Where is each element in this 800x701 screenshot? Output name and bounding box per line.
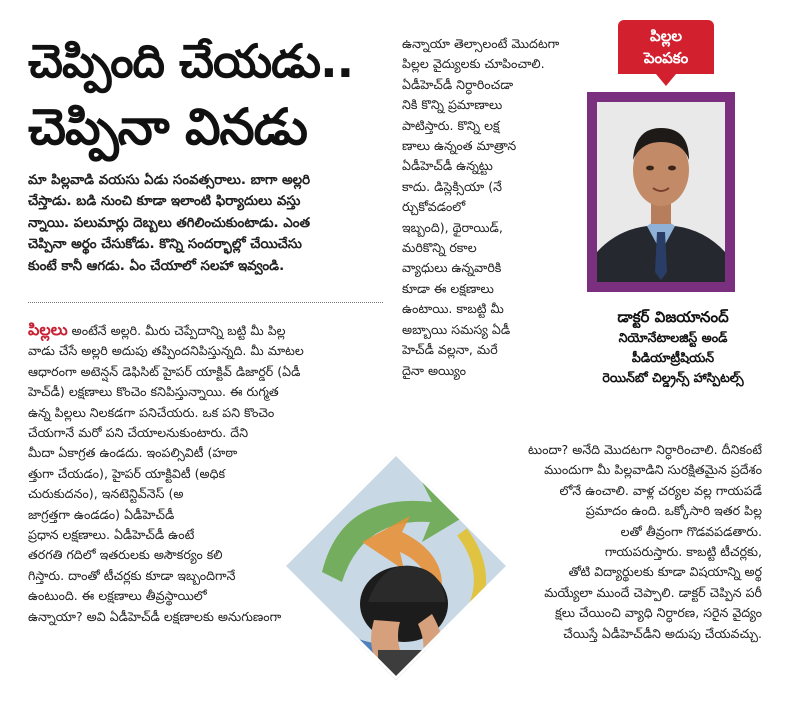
answer-line: వ్యాధులు ఉన్నవారికి bbox=[402, 260, 502, 276]
answer-line: ఉన్నాయా తెల్సాలంటే మొదటగా bbox=[402, 36, 560, 51]
headline-line-1: చెప్పింది చేయడు.. bbox=[28, 34, 354, 88]
answer-line: మరికొన్ని రకాల bbox=[402, 240, 477, 256]
answer-lead-word: పిల్లలు bbox=[28, 320, 68, 339]
question-line: న్నాయి. పలుమార్లు దెబ్బలు తగిలించుకుంటాడు. ఎంత bbox=[28, 215, 310, 231]
answer-line: తోటి విద్యార్థులకు కూడా విషయాన్ని అర్థ bbox=[568, 564, 762, 580]
answer-line: ప్రధాన లక్షణాలు. ఏడీహెచ్‌డీ ఉంటే bbox=[28, 527, 195, 543]
section-badge bbox=[618, 20, 714, 74]
badge-line-1: పిల్లల bbox=[650, 27, 682, 45]
reader-question bbox=[28, 170, 378, 277]
question-line: చేస్తాడు. బడి నుంచి కూడా ఇలాంటి ఫిర్యాదులు వస్తు bbox=[28, 194, 301, 210]
doctor-designation-1: నియోనేటాలజిస్ట్ అండ్ bbox=[618, 330, 728, 345]
section-divider bbox=[28, 302, 383, 303]
answer-line: గాయపరుస్తారు. కాబట్టి టీచర్లకు, bbox=[604, 544, 762, 560]
doctor-photo bbox=[597, 102, 725, 282]
answer-lead-rest: అంటేనే అల్లరి. మీరు చెప్పేదాన్ని బట్టి మీ పిల్ల bbox=[67, 323, 286, 338]
stressed-child-illustration bbox=[282, 452, 510, 680]
doctor-photo-frame bbox=[587, 92, 735, 292]
answer-line: ణాలు ఉన్నంత మాత్రాన bbox=[402, 138, 517, 154]
answer-line: త్తుగా చేయడం), హైపర్ యాక్టివిటీ (అధిక bbox=[28, 465, 226, 481]
answer-line: ఏడీహెచ్‌డీ ఉన్నట్టు bbox=[402, 158, 493, 174]
answer-line: గిస్తారు. దాంతో టీచర్లకు కూడా ఇబ్బందిగానే bbox=[28, 567, 236, 583]
doctor-hospital: రెయిన్‌బో చిల్డ్రన్స్ హాస్పిటల్స్ bbox=[602, 370, 744, 385]
doctor-credit bbox=[588, 306, 758, 388]
answer-line: హెచ్‌డీ) లక్షణాలు కొంచెం కనిపిస్తున్నాయి. ఈ రుగ్మత bbox=[28, 384, 279, 400]
answer-line: వాడు చేసే అల్లరి అదుపు తప్పిందనిపిస్తున్నది. మీ మాటల bbox=[28, 343, 304, 359]
answer-line: క్షలు చేయించి వ్యాధి నిర్ధారణ, సరైన వైద్యం bbox=[555, 605, 762, 621]
answer-line: ఉన్న పిల్లలు నిలకడగా పనిచేయరు. ఒక పని కొంచెం bbox=[28, 404, 275, 420]
answer-line: ఆధారంగా అటెన్షన్ డెఫిసిట్ హైపర్ యాక్టివ్ డిజార్డర్ (ఏడీ bbox=[28, 363, 301, 379]
question-line: కుంటే కానీ ఆగడు. ఏం చేయాలో సలహా ఇవ్వండి. bbox=[28, 258, 285, 274]
answer-line: అబ్బాయి సమస్య ఏడీ bbox=[402, 321, 511, 337]
answer-lead-line bbox=[28, 320, 388, 341]
doctor-designation-2: పీడియాట్రీషియన్ bbox=[631, 350, 715, 365]
answer-line: జాగ్రత్తగా ఉండడం) ఏడీహెచ్‌డీ bbox=[28, 506, 175, 522]
answer-line: ఇబ్బంది), థైరాయిడ్, bbox=[402, 219, 503, 235]
badge-pointer bbox=[656, 74, 676, 86]
answer-line: చేయగానే మరో పని చేయాలనుకుంటారు. దేని bbox=[28, 425, 249, 441]
answer-line: ఉంటాయి. కాబట్టి మీ bbox=[402, 301, 504, 317]
answer-line: లతో తీవ్రంగా గొడవపడతారు. bbox=[620, 523, 762, 539]
answer-line: పిల్లల వైద్యులకు చూపించాలి. bbox=[402, 56, 545, 72]
answer-line: హెచ్‌డీ వల్లనా, మరే bbox=[402, 342, 498, 358]
answer-line: ముందుగా మీ పిల్లవాడిని సురక్షితమైన ప్రదేశం bbox=[544, 462, 762, 478]
answer-line: ఏడీహెచ్‌డీ నిర్ధారించడా bbox=[402, 76, 514, 92]
doctor-name: డాక్టర్ విజయానంద్ bbox=[617, 308, 729, 326]
answer-line: ప్రమాదం ఉంది. ఒక్కోసారి ఇతర పిల్ల bbox=[585, 503, 762, 519]
answer-line: నికి కొన్ని ప్రమాణాలు bbox=[402, 97, 503, 113]
question-line: చెప్పినా అర్థం చేసుకోడు. కొన్ని సందర్భాల్లో చేయిచేసు bbox=[28, 237, 302, 253]
answer-line: ఉంటుంది. ఈ లక్షణాలు తీవ్రస్థాయిలో bbox=[28, 588, 207, 604]
answer-line: ర్చుకోవడంలో bbox=[402, 199, 466, 215]
answer-line: దైనా అయ్యిం bbox=[402, 362, 466, 378]
answer-line: లోనే ఉంచాలి. వాళ్ల చర్యల వల్ల గాయపడే bbox=[559, 482, 762, 498]
answer-line: మీదా ఏకాగ్రత ఉండదు. ఇంపల్సివిటీ (హఠా bbox=[28, 445, 238, 461]
answer-line: మయ్యేలా ముందే చెప్పాలి. డాక్టర్ చెప్పిన పరీ bbox=[544, 584, 762, 600]
answer-column-2-top bbox=[402, 34, 584, 381]
badge-line-2: పెంపకం bbox=[643, 49, 689, 67]
answer-line: చేయిస్తే ఏడీహెచ్‌డీని అదుపు చేయవచ్చు. bbox=[563, 625, 762, 641]
answer-line: కూడా ఈ లక్షణాలు bbox=[402, 280, 494, 296]
answer-line: ఉన్నాయా? అవి ఏడీహెచ్‌డీ లక్షణాలకు అనుగుణంగా bbox=[28, 608, 282, 624]
answer-line: తరగతి గదిలో ఇతరులకు అసౌకర్యం కలి bbox=[28, 547, 223, 563]
answer-line: టుందా? అనేది మొదటగా నిర్ధారించాలి. దీనికంటే bbox=[528, 442, 762, 457]
answer-line: కాదు. డిస్లెక్సియా (నే bbox=[402, 178, 503, 194]
question-line: మా పిల్లవాడి వయసు ఏడు సంవత్సరాలు. బాగా అల్లరి bbox=[28, 173, 311, 188]
headline-line-2: చెప్పినా వినడు bbox=[28, 98, 307, 156]
answer-line: చురుకుదనం), ఇనటెన్టివ్‌నెస్ (అ bbox=[28, 486, 184, 502]
answer-line: పాటిస్తారు. కొన్ని లక్ష bbox=[402, 117, 500, 133]
